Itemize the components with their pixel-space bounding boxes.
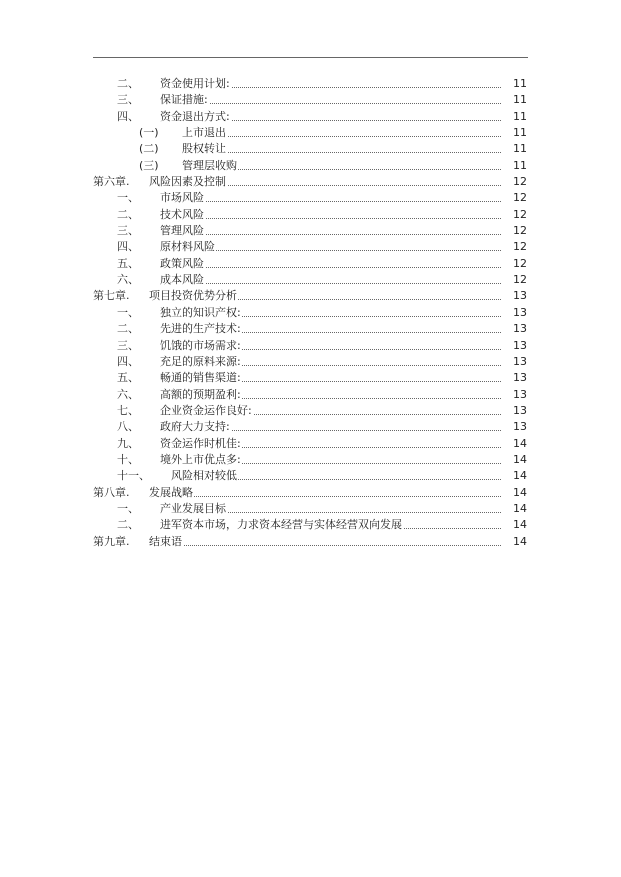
toc-entry-number: 四、 xyxy=(117,240,139,254)
toc-entry-number: 五、 xyxy=(117,371,139,385)
toc-entry-title: 风险相对较低 xyxy=(171,468,238,484)
toc-entry-page-number: 14 xyxy=(513,534,527,548)
toc-entry-number: 六、 xyxy=(117,273,139,287)
toc-entry-title: 充足的原料来源: xyxy=(160,354,242,370)
toc-entry[interactable] xyxy=(0,468,621,484)
toc-entry[interactable] xyxy=(0,436,621,452)
toc-entry-page-number: 12 xyxy=(513,191,527,205)
toc-entry-title: 资金运作时机佳: xyxy=(160,436,242,452)
toc-entry-page-number: 14 xyxy=(513,469,527,483)
toc-entry-title: 产业发展目标 xyxy=(160,501,227,517)
toc-entry-title: 独立的知识产权: xyxy=(160,305,242,321)
toc-entry[interactable] xyxy=(0,501,621,517)
toc-entry[interactable] xyxy=(0,76,621,92)
toc-entry-number: 一、 xyxy=(117,501,139,515)
toc-entry-number: 六、 xyxy=(117,387,139,401)
toc-entry-number: 七、 xyxy=(117,403,139,417)
toc-entry-page-number: 14 xyxy=(513,485,527,499)
toc-entry[interactable] xyxy=(0,321,621,337)
toc-entry-title: 保证措施: xyxy=(160,92,209,108)
toc-entry-number: (一) xyxy=(139,126,159,140)
toc-entry-number: 五、 xyxy=(117,256,139,270)
toc-entry-page-number: 13 xyxy=(513,371,527,385)
toc-entry[interactable] xyxy=(0,485,621,501)
toc-entry-title: 股权转让 xyxy=(182,141,227,157)
toc-entry-page-number: 14 xyxy=(513,501,527,515)
toc-entry-title: 高额的预期盈利: xyxy=(160,387,242,403)
toc-entry-number: 十一、 xyxy=(117,469,150,483)
toc-entry-page-number: 11 xyxy=(513,93,527,107)
toc-entry[interactable] xyxy=(0,158,621,174)
toc-entry-title: 管理层收购 xyxy=(182,158,238,174)
toc-entry-title: 境外上市优点多: xyxy=(160,452,242,468)
toc-entry[interactable] xyxy=(0,190,621,206)
toc-dot-leader xyxy=(182,136,501,137)
toc-entry[interactable] xyxy=(0,272,621,288)
toc-entry-title: 饥饿的市场需求: xyxy=(160,338,242,354)
toc-entry-number: 第九章. xyxy=(93,534,130,548)
toc-entry-title: 管理风险 xyxy=(160,223,205,239)
toc-entry-number: 四、 xyxy=(117,354,139,368)
toc-entry-title: 上市退出 xyxy=(182,125,227,141)
toc-entry-page-number: 13 xyxy=(513,403,527,417)
toc-entry-title: 进军资本市场，力求资本经营与实体经营双向发展 xyxy=(160,517,403,533)
toc-entry-page-number: 12 xyxy=(513,224,527,238)
toc-entry-number: (二) xyxy=(139,142,159,156)
toc-entry-title: 结束语 xyxy=(149,534,183,550)
toc-entry-page-number: 14 xyxy=(513,452,527,466)
toc-entry-number: 一、 xyxy=(117,305,139,319)
toc-entry-number: 三、 xyxy=(117,338,139,352)
toc-entry-number: 二、 xyxy=(117,77,139,90)
toc-dot-leader xyxy=(160,218,501,219)
toc-entry-title: 发展战略 xyxy=(149,485,194,501)
toc-dot-leader xyxy=(149,496,501,497)
toc-entry-title: 政府大力支持: xyxy=(160,419,231,435)
toc-entry[interactable] xyxy=(0,174,621,190)
toc-entry-title: 原材料风险 xyxy=(160,239,216,255)
toc-entry-page-number: 13 xyxy=(513,338,527,352)
toc-entry-page-number: 11 xyxy=(513,142,527,156)
toc-entry[interactable] xyxy=(0,256,621,272)
toc-entry-page-number: 11 xyxy=(513,126,527,140)
toc-entry[interactable] xyxy=(0,305,621,321)
toc-entry[interactable] xyxy=(0,109,621,125)
toc-dot-leader xyxy=(160,283,501,284)
toc-entry-page-number: 14 xyxy=(513,518,527,532)
toc-entry-title: 项目投资优势分析 xyxy=(149,288,238,304)
toc-entry[interactable] xyxy=(0,419,621,435)
toc-entry[interactable] xyxy=(0,354,621,370)
toc-entry-page-number: 13 xyxy=(513,289,527,303)
toc-entry-page-number: 13 xyxy=(513,305,527,319)
toc-entry-number: 二、 xyxy=(117,322,139,336)
toc-entry-page-number: 14 xyxy=(513,436,527,450)
toc-entry-number: 十、 xyxy=(117,452,139,466)
toc-entry-title: 成本风险 xyxy=(160,272,205,288)
toc-entry-number: 三、 xyxy=(117,93,139,107)
toc-entry[interactable] xyxy=(0,370,621,386)
toc-entry-page-number: 12 xyxy=(513,256,527,270)
toc-entry[interactable] xyxy=(0,288,621,304)
toc-dot-leader xyxy=(160,234,501,235)
toc-entry[interactable] xyxy=(0,223,621,239)
toc-entry-page-number: 12 xyxy=(513,240,527,254)
table-of-contents xyxy=(0,76,621,550)
toc-entry-number: 二、 xyxy=(117,518,139,532)
toc-entry-page-number: 11 xyxy=(513,109,527,123)
toc-entry-page-number: 13 xyxy=(513,354,527,368)
toc-entry-page-number: 12 xyxy=(513,273,527,287)
toc-entry-page-number: 12 xyxy=(513,175,527,189)
toc-entry-page-number: 13 xyxy=(513,387,527,401)
toc-entry[interactable] xyxy=(0,534,621,550)
toc-entry-page-number: 12 xyxy=(513,207,527,221)
toc-entry-title: 先进的生产技术: xyxy=(160,321,242,337)
toc-entry-number: 八、 xyxy=(117,420,139,434)
toc-dot-leader xyxy=(160,201,501,202)
toc-entry-title: 企业资金运作良好: xyxy=(160,403,253,419)
toc-entry-page-number: 13 xyxy=(513,420,527,434)
toc-entry[interactable] xyxy=(0,141,621,157)
toc-entry[interactable] xyxy=(0,403,621,419)
toc-entry[interactable] xyxy=(0,517,621,533)
toc-entry-title: 政策风险 xyxy=(160,256,205,272)
toc-entry-number: 二、 xyxy=(117,207,139,221)
toc-entry[interactable] xyxy=(0,239,621,255)
toc-entry-number: 九、 xyxy=(117,436,139,450)
toc-entry-page-number: 11 xyxy=(513,158,527,172)
toc-entry-title: 市场风险 xyxy=(160,190,205,206)
toc-entry-number: 第六章. xyxy=(93,175,130,189)
toc-entry-title: 资金使用计划: xyxy=(160,76,231,92)
toc-entry[interactable] xyxy=(0,452,621,468)
toc-entry[interactable] xyxy=(0,125,621,141)
toc-entry-number: (三) xyxy=(139,158,159,172)
toc-entry-number: 第七章. xyxy=(93,289,130,303)
toc-entry-title: 畅通的销售渠道: xyxy=(160,370,242,386)
toc-dot-leader xyxy=(182,152,501,153)
toc-entry-number: 第八章. xyxy=(93,485,130,499)
toc-entry[interactable] xyxy=(0,338,621,354)
toc-entry-page-number: 13 xyxy=(513,322,527,336)
toc-entry[interactable] xyxy=(0,387,621,403)
toc-entry-title: 风险因素及控制 xyxy=(149,174,227,190)
toc-entry-page-number: 11 xyxy=(513,77,527,90)
toc-dot-leader xyxy=(160,267,501,268)
toc-entry-number: 三、 xyxy=(117,224,139,238)
toc-entry[interactable] xyxy=(0,207,621,223)
toc-dot-leader xyxy=(160,103,501,104)
toc-entry[interactable] xyxy=(0,92,621,108)
header-rule xyxy=(93,57,528,58)
toc-entry-title: 技术风险 xyxy=(160,207,205,223)
toc-dot-leader xyxy=(149,545,501,546)
toc-entry-number: 一、 xyxy=(117,191,139,205)
toc-entry-number: 四、 xyxy=(117,109,139,123)
toc-entry-title: 资金退出方式: xyxy=(160,109,231,125)
